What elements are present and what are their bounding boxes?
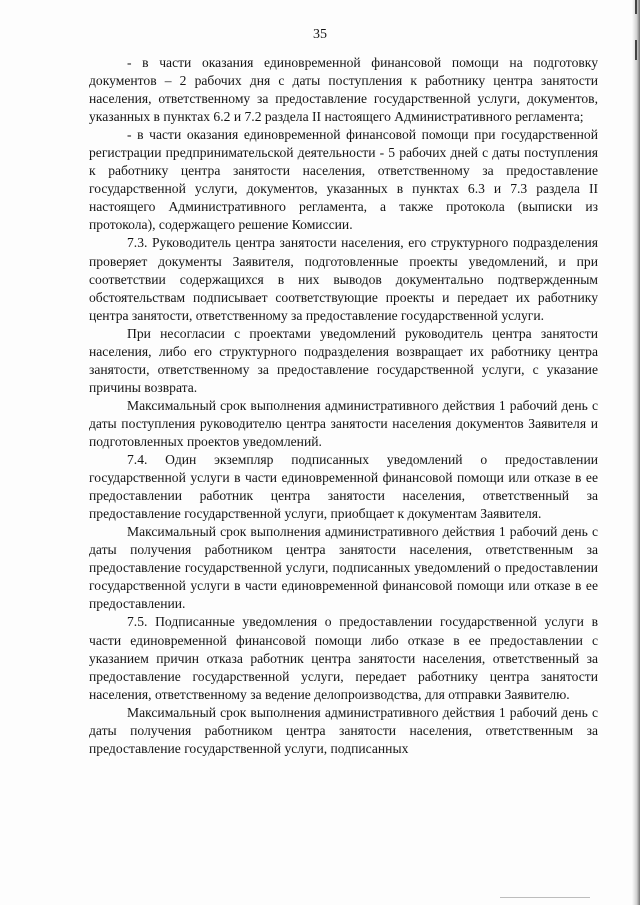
document-body bbox=[89, 54, 598, 758]
paragraph-max-term-2: Максимальный срок выполнения административного действия 1 рабочий день с даты получения работником центра занятости населения, ответственным за предоставление государственной услуги, подписанных уведомлений о предоставлении государственной услуги в части единовременной финансовой помощи или отказе в ее предоставлении. bbox=[89, 524, 598, 612]
paragraph-disagreement: При несогласии с проектами уведомлений руководитель центра занятости населения, либо его структурного подразделения возвращает их работнику центра занятости, ответственному за предоставление государственной услуги, с указание причины возврата. bbox=[89, 325, 598, 395]
paragraph-7-3: 7.3. Руководитель центра занятости населения, его структурного подразделения проверяет документы Заявителя, подготовленные проекты уведомлений, и при соответствии содержащихся в них выводов документально подтвержденным обстоятельствам подписывает соответствующие проекты и передает их работнику центра занятости, ответственному за предоставление государственной услуги. bbox=[89, 235, 598, 323]
paragraph-max-term-1: Максимальный срок выполнения административного действия 1 рабочий день с даты поступления руководителю центра занятости населения документов Заявителя и подготовленных проектов уведомлений. bbox=[89, 397, 598, 449]
paragraph-7-4: 7.4. Один экземпляр подписанных уведомлений о предоставлении государственной услуги в части единовременной финансовой помощи или отказе в ее предоставлении работник центра занятости населения, ответственный за предоставление государственной услуги, приобщает к документам Заявителя. bbox=[89, 452, 598, 522]
paragraph-7-5: 7.5. Подписанные уведомления о предоставлении государственной услуги в части единовременной финансовой помощи либо отказе в ее предоставлении с указанием причин отказа работник центра занятости населения, ответственный за предоставление государственной услуги, передает работнику центра занятости населения, ответственному за ведение делопроизводства, для отправки Заявителю. bbox=[89, 614, 598, 702]
page-number: 35 bbox=[313, 27, 327, 42]
paragraph-financial-aid-documents: - в части оказания единовременной финансовой помощи на подготовку документов – 2 рабочих дня с даты поступления к работнику центра занятости населения, ответственному за предоставление государственной услуги, документов, указанных в пунктах 6.2 и 7.2 раздела II настоящего Административного регламента; bbox=[89, 55, 598, 125]
scan-shadow-edge bbox=[632, 0, 640, 905]
scan-bottom-streak bbox=[500, 897, 590, 898]
scan-edge-mark bbox=[635, 40, 637, 60]
paragraph-financial-aid-registration: - в части оказания единовременной финансовой помощи при государственной регистрации предпринимательской деятельности - 5 рабочих дней с даты поступления к работнику центра занятости населения, ответственному за предоставление государственной услуги, документов, указанных в пунктах 6.3 и 7.3 раздела II настоящего Административного регламента, а также протокола (выписки из протокола), содержащего решение Комиссии. bbox=[89, 127, 598, 233]
paragraph-max-term-3: Максимальный срок выполнения административного действия 1 рабочий день с даты получения работником центра занятости населения, ответственным за предоставление государственной услуги, подписанных bbox=[89, 704, 598, 756]
scan-edge-mark bbox=[635, 0, 637, 14]
